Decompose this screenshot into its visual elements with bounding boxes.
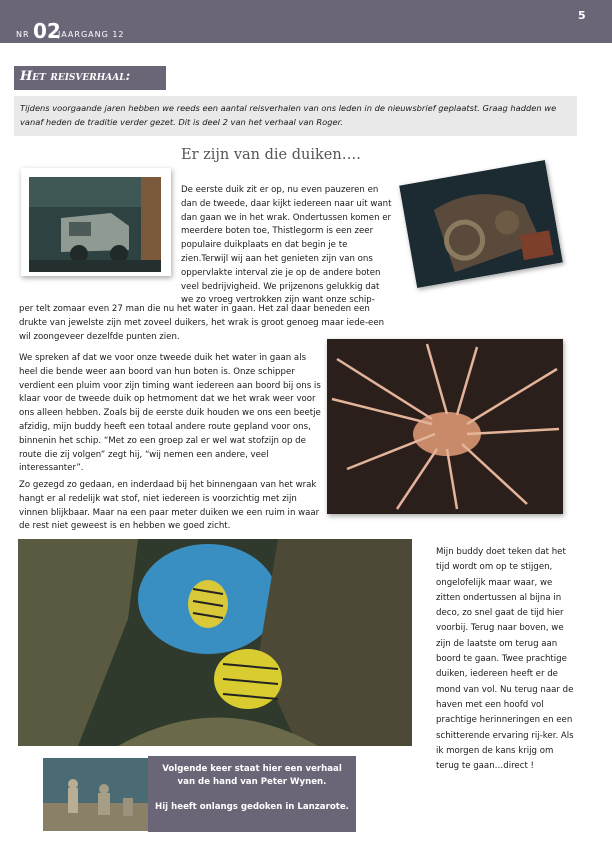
intro-text: Tijdens voorgaande jaren hebben we reeds een aantal reisverhalen van ons leden in de nieuwsbrief geplaatst. Graag hadden we vanaf heden de traditie verder gezet. Dit is deel 2 van het verhaal van Roger. bbox=[20, 103, 557, 127]
article-paragraph-1b: per telt zomaar even 27 man die nu het water in gaan. Het zal daar beneden een drukte van jewelste zijn met zoveel duikers, het wrak is groot genoeg maar iede-een wil zoongeveer dezelfde punten zien. bbox=[19, 304, 385, 342]
article-paragraph-3: Zo gezegd zo gedaan, en inderdaad bij het binnengaan van het wrak hangt er al redelijk wat stof, niet iedereen is voorzichtig met zijn vinnen blijkbaar. Maar na een paar meter duiken we een ruim in waar de rest niet geweest is en hebben we goed zicht. bbox=[19, 480, 320, 532]
next-story-line-2: Hij heeft onlangs gedoken in Lanzarote. bbox=[155, 802, 349, 812]
section-title: Het reisverhaal: bbox=[20, 69, 131, 84]
photo-underwater-statues bbox=[43, 758, 148, 831]
article-title: Er zijn van die duiken…. bbox=[181, 147, 361, 163]
issue-label: NR bbox=[16, 30, 30, 39]
photo-butterflyfish bbox=[18, 539, 412, 746]
next-story-line-1: Volgende keer staat hier een verhaal van de hand van Peter Wynen. bbox=[162, 764, 342, 787]
article-paragraph-4: Mijn buddy doet teken dat het tijd wordt om op te stijgen, ongelofelijk maar waar, we zitten ondertussen al bijna in deco, zo snel gaat de tijd hier voorbij. Terug naar boven, we zijn de laatste om terug aan boord te gaan. Twee prachtige duiken, iedereen heeft er de mond van vol. Nu terug naar de haven met een hoofd vol prachtige herinneringen en een schitterende ervaring rij-ker. Als ik morgen de kans krijg om terug te gaan…direct ! bbox=[436, 547, 574, 772]
issue-number: 02 bbox=[33, 19, 61, 43]
page-number: 5 bbox=[578, 9, 586, 22]
photo-wreck-motorcycle bbox=[399, 160, 563, 288]
photo-lionfish bbox=[327, 339, 563, 514]
volume-label: JAARGANG 12 bbox=[58, 30, 125, 39]
photo-truck-wreck bbox=[21, 168, 171, 276]
article-paragraph-1a: De eerste duik zit er op, nu even pauzeren en dan de tweede, daar kijkt iedereen naar uit want dan gaan we in het wrak. Ondertussen komen er meerdere boten toe, Thistlegorm is een zeer populaire duikplaats en dat begin je te zien.Terwijl wij aan het genieten zijn van ons oppervlakte interval zie je op de andere boten veel bedrijvigheid. We prijzenons gelukkig dat we zo vroeg vertrokken zijn want onze schip- bbox=[181, 185, 392, 306]
article-paragraph-2: We spreken af dat we voor onze tweede duik het water in gaan als heel die bende weer aan boord van hun boten is. Onze schipper verdient een pluim voor zijn timing want iedereen aan boord bij ons is klaar voor de tweede duik op hetmoment dat we het wrak weer voor ons alleen hebben. Zoals bij de eerste duik houden we ons een beetje afzidig, mijn buddy heeft een totaal andere route gepland voor ons, binnenin het schip. “Met zo een groep zal er wel wat stofzijn op de route die zij volgen” zegt hij, “wij nemen een andere, veel interessanter”. bbox=[19, 353, 321, 474]
